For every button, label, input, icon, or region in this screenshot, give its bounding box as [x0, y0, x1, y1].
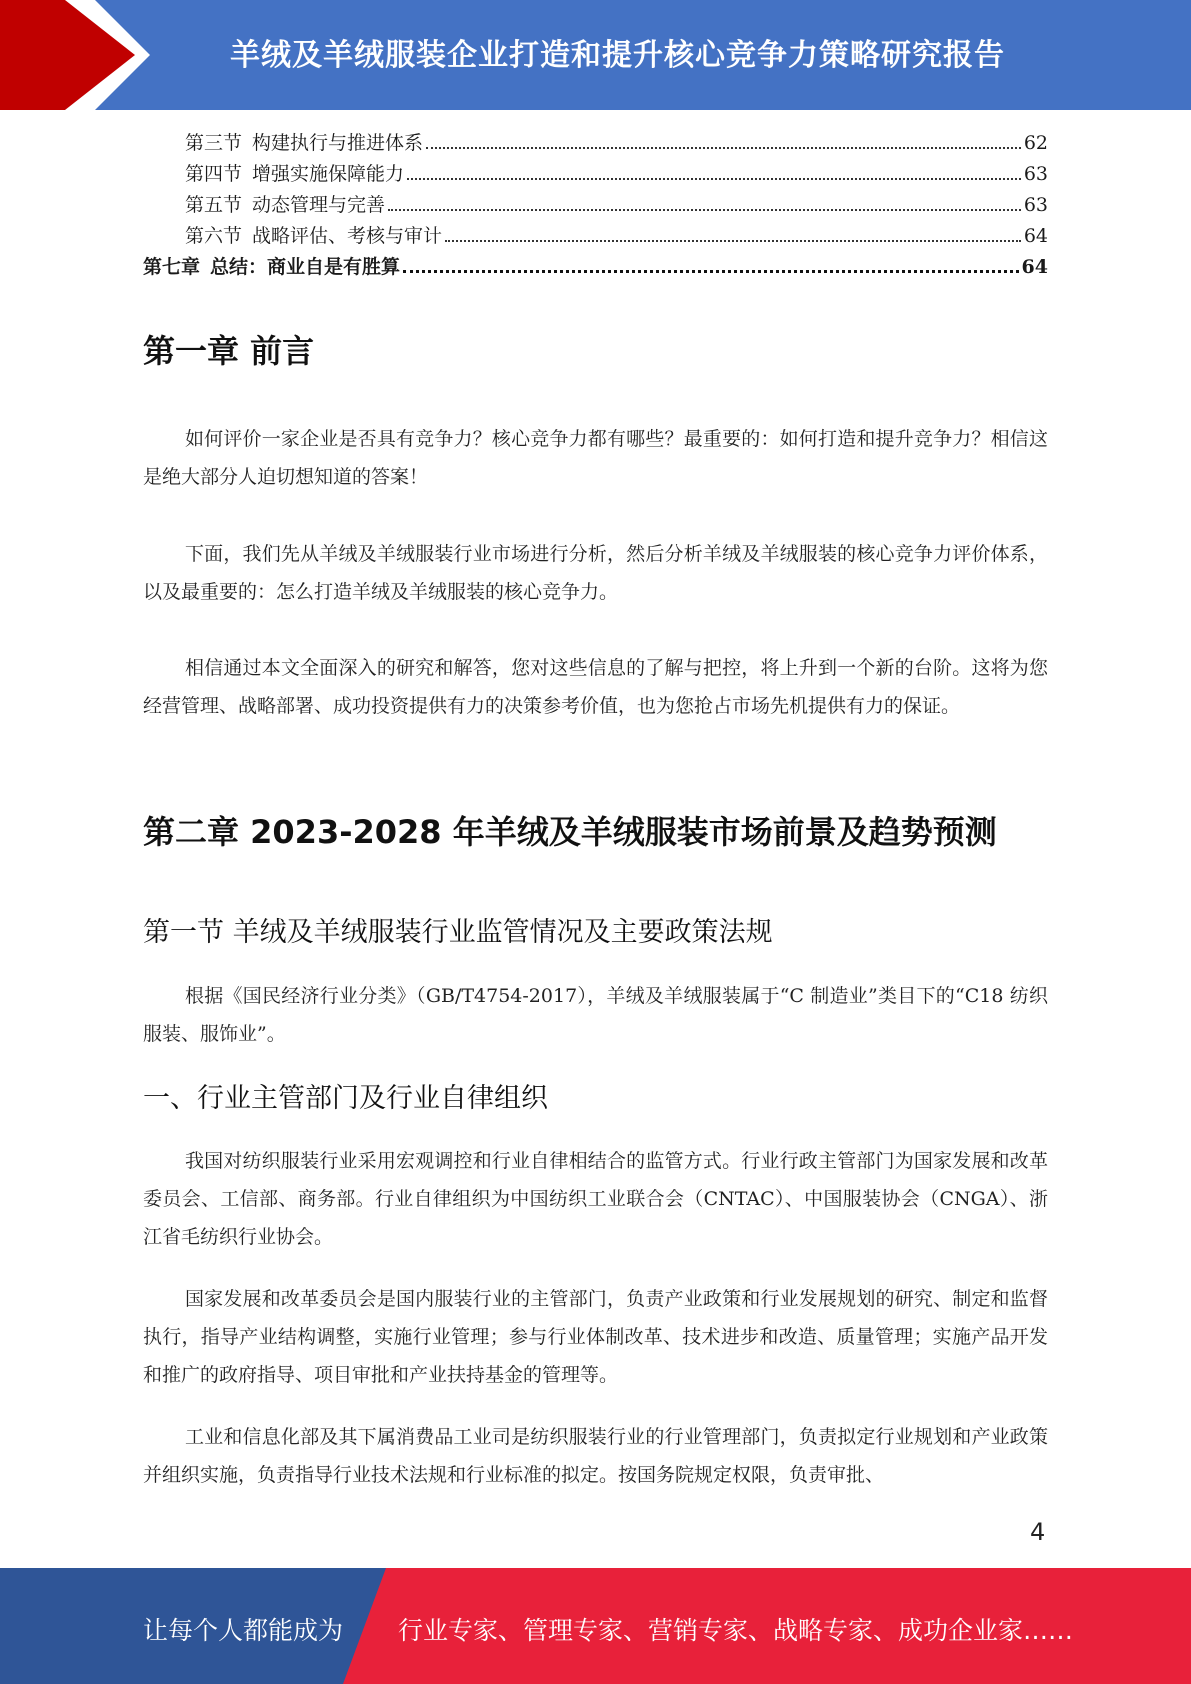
toc-title: 总结：商业自是有胜算 [210, 256, 401, 278]
page-number: 4 [1030, 1518, 1046, 1546]
toc-title: 增强实施保障能力 [252, 163, 405, 185]
toc-label: 第三节 [185, 132, 243, 154]
toc-leader [426, 146, 1021, 149]
body-paragraph: 相信通过本文全面深入的研究和解答，您对这些信息的了解与把控，将上升到一个新的台阶。这将为您经营管理、战略部署、成功投资提供有力的决策参考价值，也为您抢占市场先机提供有力的保证。 [143, 657, 1048, 717]
footer-slogan-right: 行业专家、管理专家、营销专家、战略专家、成功企业家…… [398, 1616, 1074, 1645]
toc-page-number: 62 [1023, 132, 1048, 154]
subsection-heading: 一、行业主管部门及行业自律组织 [143, 1083, 548, 1114]
chapter-heading: 第一章 前言 [143, 332, 315, 370]
toc-entry[interactable] [143, 221, 1048, 252]
toc-title: 动态管理与完善 [252, 194, 386, 216]
body-paragraph: 下面，我们先从羊绒及羊绒服装行业市场进行分析，然后分析羊绒及羊绒服装的核心竞争力评价体系，以及最重要的：怎么打造羊绒及羊绒服装的核心竞争力。 [143, 543, 1048, 603]
toc-leader [407, 177, 1021, 180]
body-paragraph: 我国对纺织服装行业采用宏观调控和行业自律相结合的监管方式。行业行政主管部门为国家发展和改革委员会、工信部、商务部。行业自律组织为中国纺织工业联合会（CNTAC）、中国服装协会（CNGA）、浙江省毛纺织行业协会。 [143, 1150, 1048, 1248]
toc-label: 第六节 [185, 225, 243, 247]
report-title: 羊绒及羊绒服装企业打造和提升核心竞争力策略研究报告 [230, 38, 1005, 73]
page-footer [0, 1568, 1191, 1684]
toc-label: 第五节 [185, 194, 243, 216]
toc-title: 战略评估、考核与审计 [252, 225, 443, 247]
body-paragraph: 工业和信息化部及其下属消费品工业司是纺织服装行业的行业管理部门，负责拟定行业规划和产业政策并组织实施，负责指导行业技术法规和行业标准的拟定。按国务院规定权限，负责审批、 [143, 1426, 1048, 1486]
toc-title: 构建执行与推进体系 [252, 132, 424, 154]
toc-entry-chapter[interactable] [143, 252, 1048, 283]
toc-page-number: 63 [1023, 163, 1048, 185]
body-paragraph: 根据《国民经济行业分类》（GB/T4754-2017），羊绒及羊绒服装属于“C 制造业”类目下的“C18 纺织服装、服饰业”。 [143, 985, 1048, 1045]
toc-leader [388, 208, 1021, 211]
toc-leader [445, 239, 1021, 242]
body-paragraph: 国家发展和改革委员会是国内服装行业的主管部门，负责产业政策和行业发展规划的研究、制定和监督执行，指导产业结构调整，实施行业管理；参与行业体制改革、技术进步和改造、质量管理；实施产品开发和推广的政府指导、项目审批和产业扶持基金的管理等。 [143, 1288, 1048, 1386]
toc-page-number: 64 [1021, 256, 1048, 278]
table-of-contents [143, 128, 1048, 283]
footer-slogan-left: 让每个人都能成为 [143, 1616, 344, 1645]
toc-entry[interactable] [143, 190, 1048, 221]
toc-entry[interactable] [143, 159, 1048, 190]
toc-page-number: 63 [1023, 194, 1048, 216]
body-paragraph: 如何评价一家企业是否具有竞争力？核心竞争力都有哪些？最重要的：如何打造和提升竞争力？相信这是绝大部分人迫切想知道的答案！ [143, 428, 1048, 488]
toc-page-number: 64 [1023, 225, 1048, 247]
toc-leader [403, 269, 1019, 273]
page-header [0, 0, 1191, 110]
toc-label: 第四节 [185, 163, 243, 185]
section-heading: 第一节 羊绒及羊绒服装行业监管情况及主要政策法规 [143, 917, 773, 948]
toc-label: 第七章 [143, 256, 201, 278]
chapter-heading: 第二章 2023-2028 年羊绒及羊绒服装市场前景及趋势预测 [143, 813, 997, 851]
toc-entry[interactable] [143, 128, 1048, 159]
